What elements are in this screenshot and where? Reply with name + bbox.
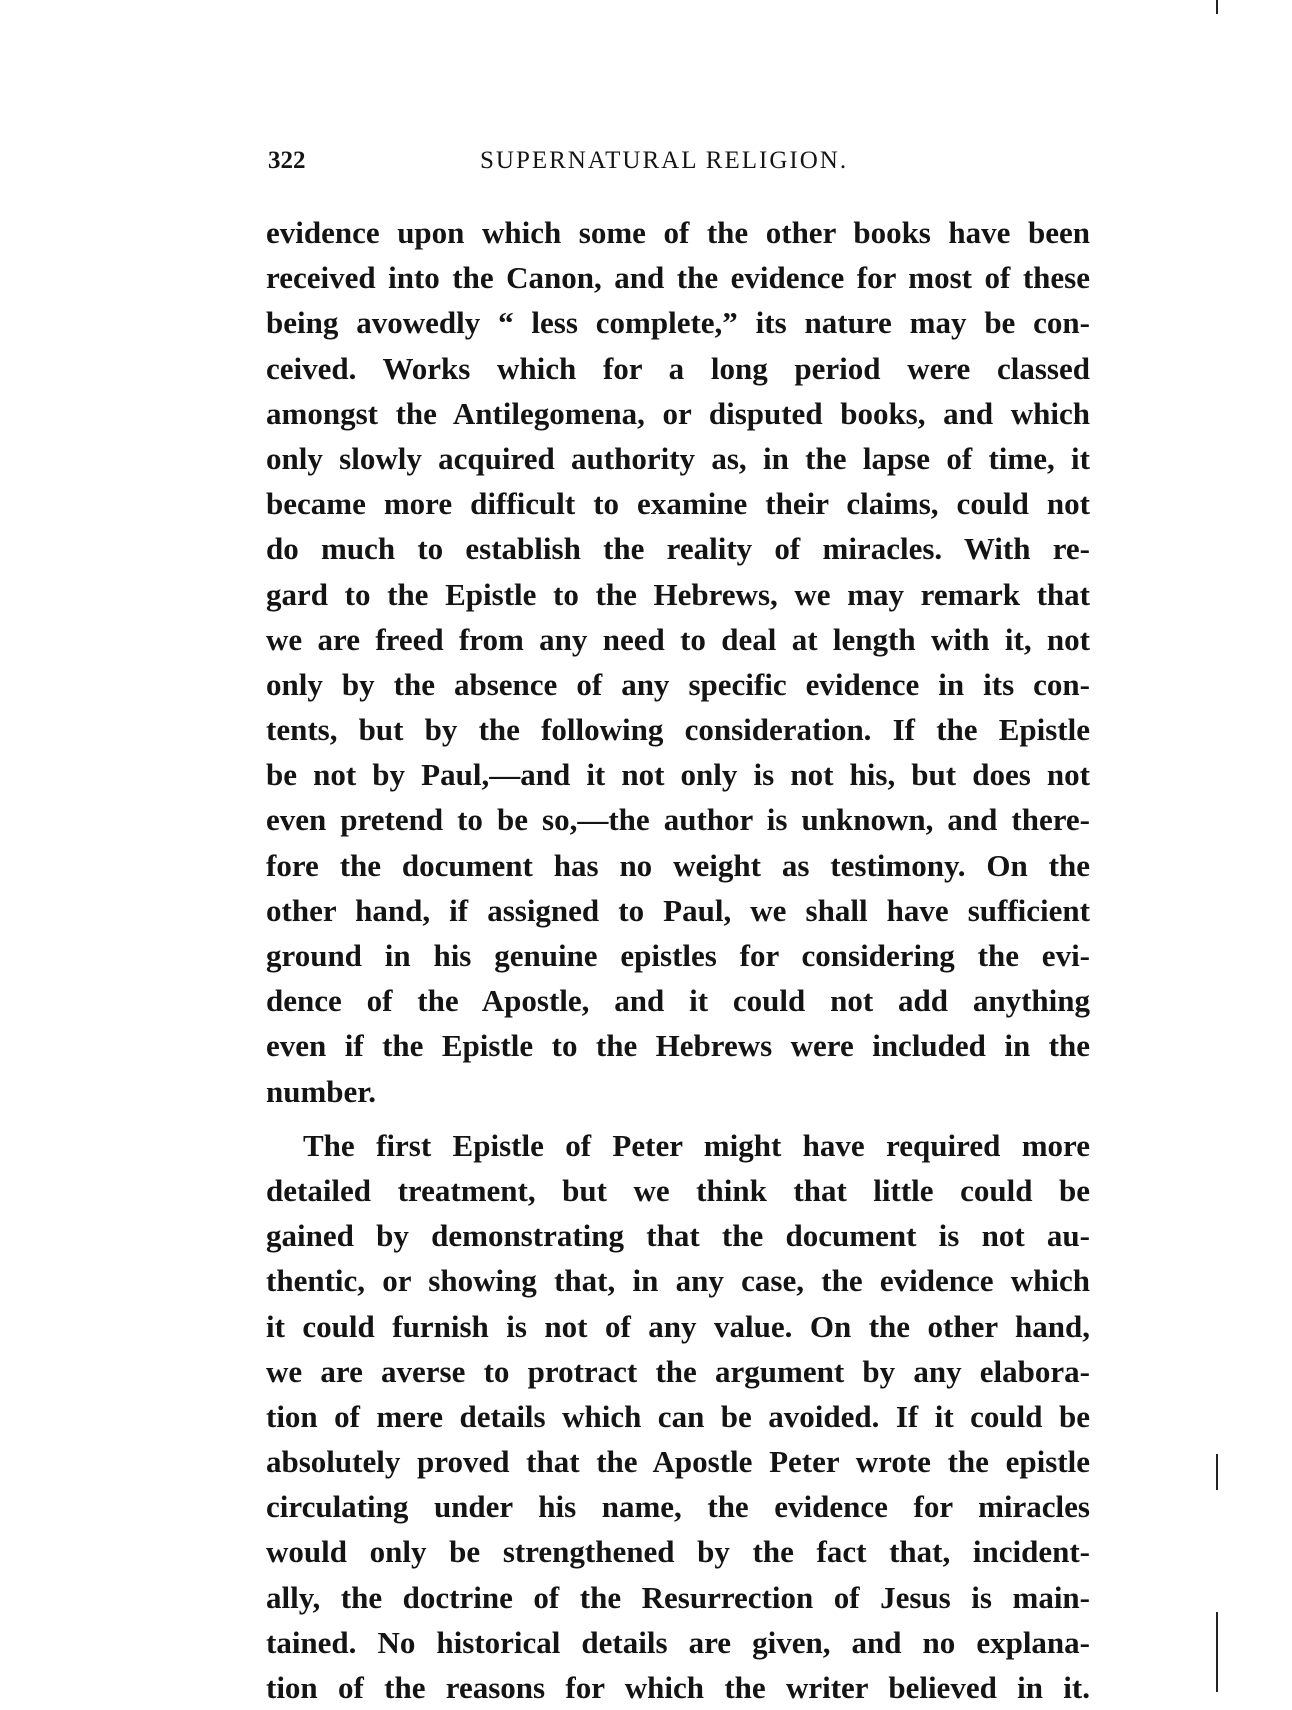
text-line: dence of the Apostle, and it could not add anything bbox=[266, 983, 1090, 1019]
text-line: do much to establish the reality of miracles. With re- bbox=[266, 531, 1090, 567]
text-line: became more difficult to examine their claims, could not bbox=[266, 486, 1090, 522]
text-line: gard to the Epistle to the Hebrews, we may remark that bbox=[266, 576, 1090, 612]
text-line: ground in his genuine epistles for considering the evi- bbox=[266, 938, 1090, 973]
paragraph bbox=[266, 210, 1090, 1114]
body-text bbox=[266, 210, 1090, 1710]
text-line: even pretend to be so,—the author is unknown, and there- bbox=[266, 802, 1090, 838]
scan-edge-mark bbox=[1216, 0, 1218, 14]
text-line: only by the absence of any specific evidence in its con- bbox=[266, 666, 1090, 702]
text-line: we are freed from any need to deal at length with it, not bbox=[266, 621, 1090, 657]
running-head bbox=[268, 147, 1088, 183]
text-line: tained. No historical details are given, and no explana- bbox=[266, 1624, 1090, 1660]
text-line: absolutely proved that the Apostle Peter wrote the epistle bbox=[266, 1444, 1090, 1480]
text-line: gained by demonstrating that the document is not au- bbox=[266, 1218, 1090, 1254]
paragraph-gap bbox=[266, 1114, 1090, 1123]
text-line: amongst the Antilegomena, or disputed books, and which bbox=[266, 395, 1090, 431]
paragraph bbox=[266, 1123, 1090, 1710]
text-line: The first Epistle of Peter might have required more bbox=[303, 1127, 1090, 1163]
text-line: evidence upon which some of the other books have been bbox=[266, 215, 1090, 250]
text-line: only slowly acquired authority as, in the lapse of time, it bbox=[266, 440, 1090, 476]
text-line: other hand, if assigned to Paul, we shall have sufficient bbox=[266, 892, 1090, 928]
text-line: it could furnish is not of any value. On the other hand, bbox=[266, 1308, 1090, 1344]
text-line: thentic, or showing that, in any case, the evidence which bbox=[266, 1263, 1090, 1299]
text-line: be not by Paul,—and it not only is not his, but does not bbox=[266, 757, 1090, 793]
scan-edge-mark bbox=[1216, 1454, 1218, 1490]
text-line: circulating under his name, the evidence for miracles bbox=[266, 1489, 1090, 1525]
page-number: 322 bbox=[268, 147, 306, 174]
text-line: being avowedly “ less complete,” its nature may be con- bbox=[266, 305, 1090, 341]
text-line: we are averse to protract the argument by any elabora- bbox=[266, 1353, 1090, 1389]
text-line: received into the Canon, and the evidence for most of these bbox=[266, 260, 1090, 296]
scan-edge-mark bbox=[1216, 1612, 1218, 1692]
text-line: ceived. Works which for a long period were classed bbox=[266, 350, 1090, 386]
text-line: number. bbox=[266, 1073, 376, 1109]
text-line: ally, the doctrine of the Resurrection of Jesus is main- bbox=[266, 1579, 1090, 1615]
text-line: even if the Epistle to the Hebrews were included in the bbox=[266, 1028, 1090, 1064]
text-line: tion of the reasons for which the writer believed in it. bbox=[266, 1670, 1090, 1705]
running-title: SUPERNATURAL RELIGION. bbox=[480, 147, 849, 174]
text-line: would only be strengthened by the fact that, incident- bbox=[266, 1534, 1090, 1570]
text-line: fore the document has no weight as testimony. On the bbox=[266, 847, 1090, 883]
text-line: tion of mere details which can be avoided. If it could be bbox=[266, 1398, 1090, 1434]
text-line: tents, but by the following consideration. If the Epistle bbox=[266, 712, 1090, 748]
text-line: detailed treatment, but we think that little could be bbox=[266, 1172, 1090, 1208]
